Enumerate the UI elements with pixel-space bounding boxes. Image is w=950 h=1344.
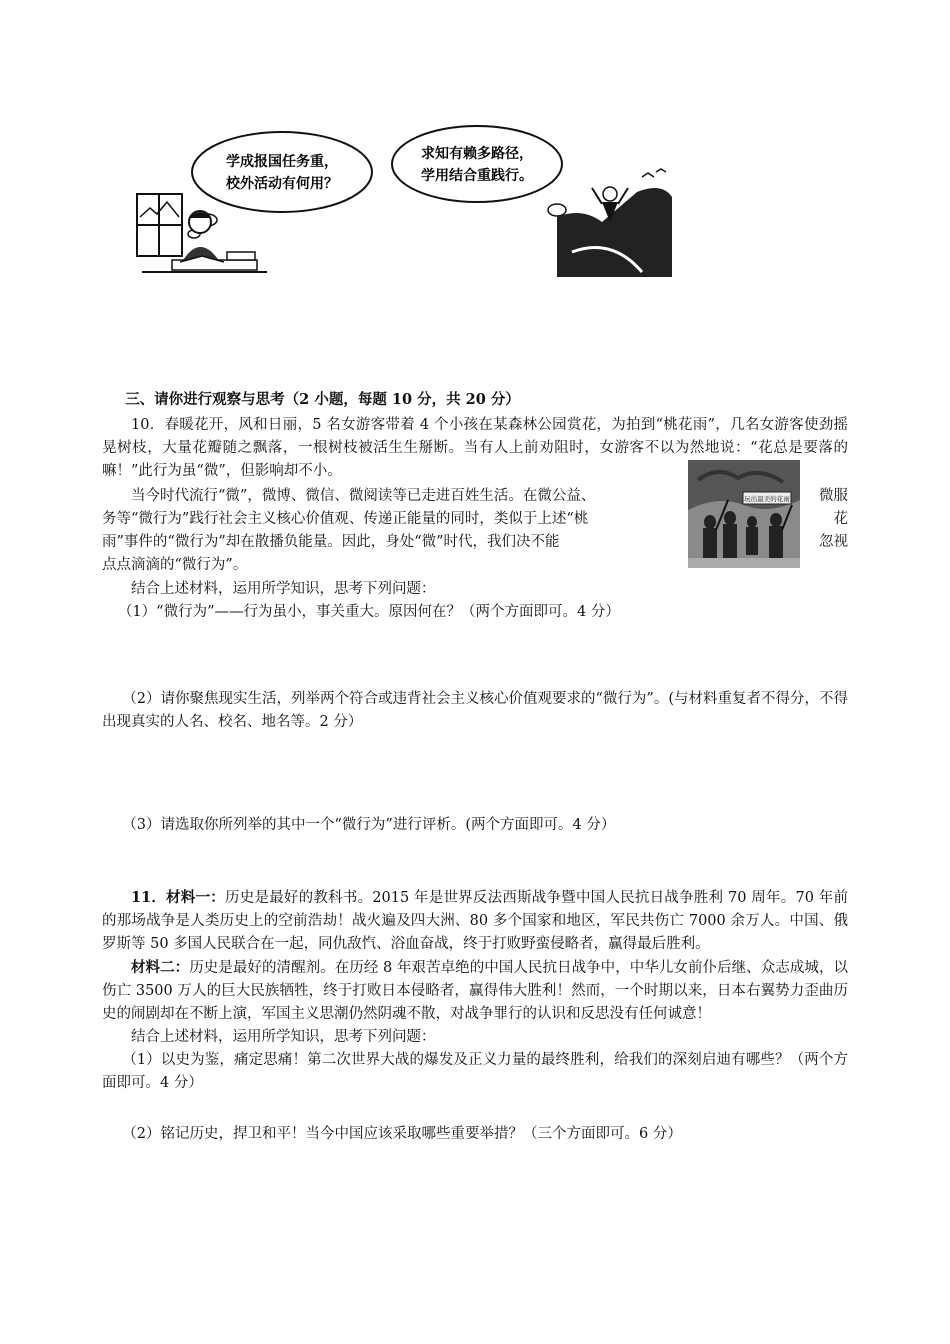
bubble-right-line1: 求知有赖多路径， [421,146,533,162]
q10-p2-line4: 点点滴滴的“微行为”。 [102,557,248,573]
bubble-left-line2: 校外活动有何用？ [226,176,338,192]
q10-sub1-block [102,601,848,624]
thought-bubble-left [188,132,372,238]
q11-prompt: 结合上述材料，运用所学知识，思考下列问题： [131,1029,436,1045]
q10-p2-line2-left: 务等“微行为”践行社会主义核心价值观、传递正能量的同时，类似于上述“桃 [102,511,589,527]
q10-sub3: （3）请选取你所列举的其中一个“微行为”进行评析。(两个方面即可。4 分） [122,817,616,833]
q10-sub2-block [102,688,848,734]
q10-prompt: 结合上述材料，运用所学知识，思考下列问题： [131,581,436,597]
q11-material-2-label: 材料二： [131,959,190,976]
bubble-right-line2: 学用结合重践行。 [421,168,533,184]
q11-material-2 [102,956,848,1026]
bubble-left-line1: 学成报国任务重， [226,154,338,170]
q10-p2-line2-right: 花 [833,511,848,527]
q10-p2-line3-right: 忽视 [819,534,848,550]
q10-prompt-block [102,578,848,601]
q11-material-1-text: 历史是最好的教科书。2015 年是世界反法西斯战争暨中国人民抗日战争胜利 70 周年。70 年前的那场战争是人类历史上的空前浩劫！战火遍及四大洲、80 多个国家和地区，军民共伤亡 7000 余万人。中国、俄罗斯等 50 多国人民联合在一起，同仇敌忾、浴血奋战，终于打败野蛮侵略者，赢得最后胜利。 [102,890,848,952]
q11-sub1: （1）以史为鉴，痛定思痛！第二次世界大战的爆发及正义力量的最终胜利，给我们的深刻启迪有哪些？（两个方面即可。4 分） [102,1052,848,1091]
q10-sub2: （2）请你聚焦现实生活，列举两个符合或违背社会主义核心价值观要求的“微行为”。(与材料重复者不得分，不得出现真实的人名、校名、地名等。2 分） [102,691,849,730]
cartoon-illustration [132,122,677,282]
q10-sub1: （1）“微行为”——行为虽小，事关重大。原因何在？（两个方面即可。4 分） [117,604,620,620]
question-11 [102,886,848,1146]
q10-p2-line1-left: 当今时代流行“微”，微博、微信、微阅读等已走进百姓生活。在微公益、 [131,488,596,504]
thought-bubble-right [392,126,578,228]
q11-material-1-label: 11．材料一： [131,889,226,906]
q10-material-paragraph: 10．春暖花开，风和日丽，5 名女游客带着 4 个小孩在某森林公园赏花，为拍到“桃花雨”，几名女游客使劲摇晃树枝，大量花瓣随之飘落，一根树枝被活生生掰断。当有人上前劝阻时，女游客不以为然地说：“花总是要落的嘛！”此行为虽“微”，但影响却不小。 [102,417,848,479]
q11-material-2-text: 历史是最好的清醒剂。在历经 8 年艰苦卓绝的中国人民抗日战争中，中华儿女前仆后继、众志成城，以伤亡 3500 万人的巨大民族牺牲，终于打败日本侵略者，赢得伟大胜利！然而，一个时期以来，日本右翼势力歪曲历史的闹剧却在不断上演，军国主义思潮仍然阴魂不散，对战争罪行的认识和反思没有任何诚意！ [102,960,848,1022]
q10-p2-line1-right: 微服 [819,488,848,504]
photo-sign: 玩出最美的花雨 [744,495,790,503]
section-3-heading: 三、请你进行观察与思考（2 小题，每题 10 分，共 20 分） [125,391,520,408]
section-3 [102,388,848,411]
q10-sub3-block [102,814,848,837]
q11-material-1 [102,886,848,956]
q11-sub2: （2）铭记历史，捍卫和平！当今中国应该采取哪些重要举措？（三个方面即可。6 分） [122,1126,682,1142]
outdoor-landscape-figure [557,169,672,277]
tourists-shaking-tree-photo [688,460,800,568]
q10-p2-line3-left: 雨”事件的“微行为”却在散播负能量。因此，身处“微”时代，我们决不能 [102,534,560,550]
